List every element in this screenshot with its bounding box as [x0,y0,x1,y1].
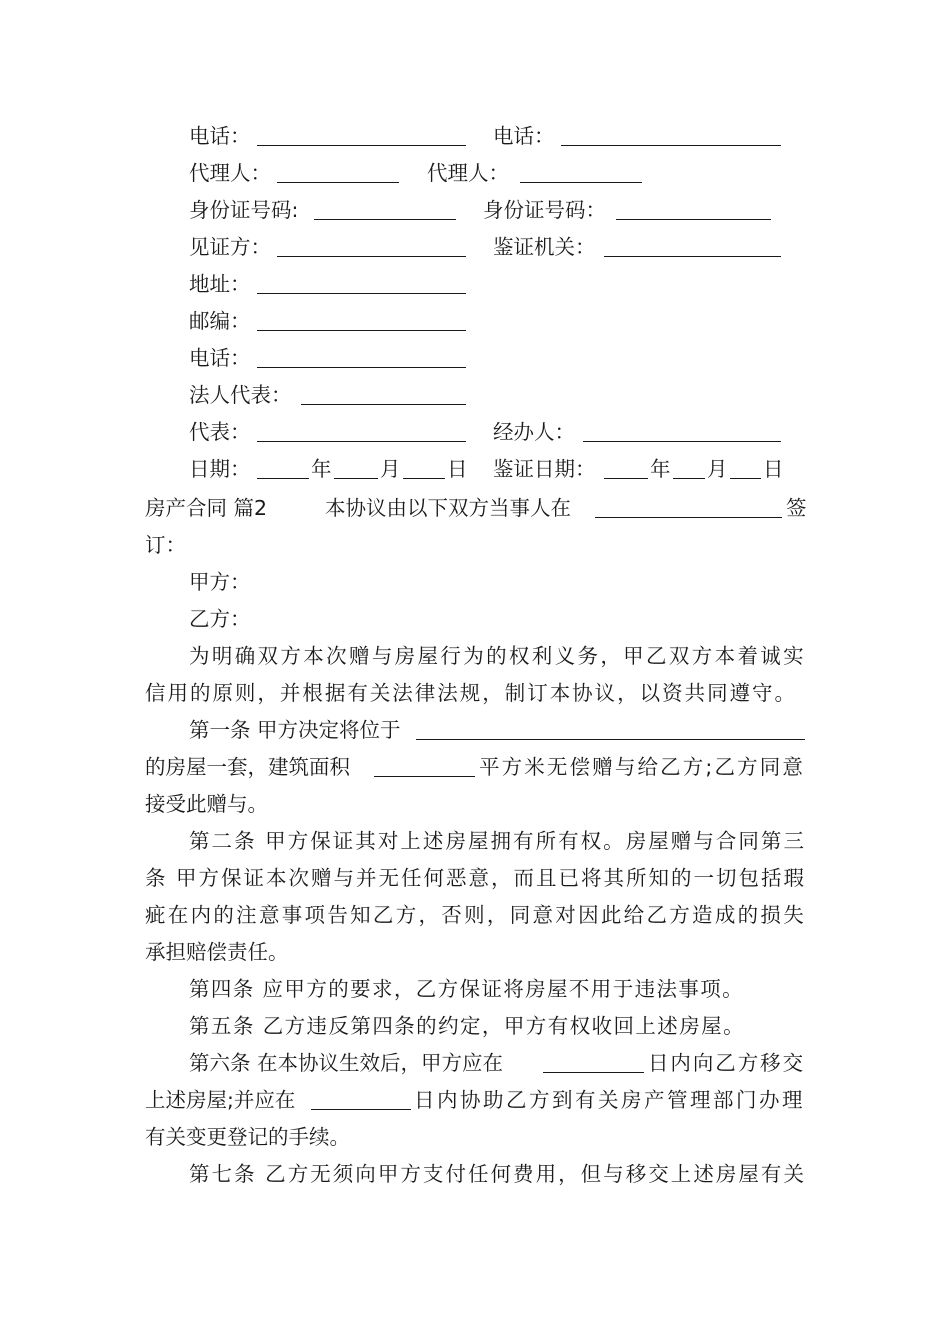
intro-wrap-row [0,531,950,559]
article-2-text: 第二条 甲方保证其对上述房屋拥有所有权。房屋赠与合同第三 [189,829,806,853]
intro-tail: 签 [786,496,807,520]
year-char: 年 [311,457,332,481]
phone-label-c: 电话： [189,346,251,370]
article-2-line [0,864,950,892]
witness-blank[interactable] [277,256,466,257]
article-4-text: 第四条 应甲方的要求，乙方保证将房屋不用于违法事项。 [189,977,744,1001]
sign-place-blank[interactable] [595,517,782,518]
intro-text: 本协议由以下双方当事人在 [325,496,571,520]
representative-label: 代表： [189,420,251,444]
article-1-text: 平方米无偿赠与给乙方;乙方同意 [479,755,805,779]
section2-heading-row [0,494,950,522]
area-blank[interactable] [374,776,475,777]
notary-month-blank[interactable] [673,478,705,479]
month-char: 月 [380,457,401,481]
agent-blank[interactable] [277,182,399,183]
article-7-text: 第七条 乙方无须向甲方支付任何费用，但与移交上述房屋有关 [189,1162,806,1186]
handover-days-blank[interactable] [543,1072,644,1073]
article-6-text: 日内协助乙方到有关房产管理部门办理 [414,1088,805,1112]
date-day-blank[interactable] [403,478,445,479]
purpose-line [0,642,950,670]
location-blank[interactable] [416,739,805,740]
row-agent [0,159,950,187]
article-6-text: 上述房屋;并应在 [145,1088,296,1112]
article-2-line [0,827,950,855]
article-2-line [0,901,950,929]
article-7-line [0,1160,950,1188]
article-1-text: 的房屋一套，建筑面积 [145,755,350,779]
article-4-line [0,975,950,1003]
address-label: 地址： [189,272,251,296]
representative-blank[interactable] [257,441,466,442]
party-a-label: 甲方： [189,570,251,594]
phone-blank-b[interactable] [561,145,781,146]
article-1-line [0,753,950,781]
id-number-label: 身份证号码: [189,198,299,222]
article-6-line [0,1086,950,1114]
id-number-label-b: 身份证号码： [483,198,606,222]
article-6-text: 有关变更登记的手续。 [145,1125,350,1149]
notary-office-blank[interactable] [604,256,781,257]
legal-rep-blank[interactable] [301,404,466,405]
article-6-line [0,1049,950,1077]
postcode-label: 邮编： [189,309,251,333]
phone-blank[interactable] [257,145,466,146]
party-b-label: 乙方： [189,607,251,631]
month-char-b: 月 [707,457,728,481]
intro-wrap: 订： [145,533,186,557]
legal-rep-label: 法人代表： [189,383,292,407]
article-6-text: 第六条 在本协议生效后，甲方应在 [189,1051,504,1075]
id-number-blank[interactable] [314,219,456,220]
year-char-b: 年 [650,457,671,481]
day-char-b: 日 [763,457,784,481]
agent-label-b: 代理人： [427,161,509,185]
article-5-text: 第五条 乙方违反第四条的约定，甲方有权收回上述房屋。 [189,1014,745,1038]
party-a-row [0,568,950,596]
phone-label-b: 电话： [493,124,555,148]
id-number-blank-b[interactable] [616,219,771,220]
registration-days-blank[interactable] [311,1109,411,1110]
notary-day-blank[interactable] [730,478,761,479]
handler-label: 经办人： [493,420,575,444]
article-1-line [0,790,950,818]
phone-label: 电话： [189,124,251,148]
row-postcode [0,307,950,335]
postcode-blank[interactable] [257,330,466,331]
date-label: 日期： [189,457,251,481]
article-5-line [0,1012,950,1040]
phone-blank-c[interactable] [257,367,466,368]
address-blank[interactable] [257,293,466,294]
article-1-text: 第一条 甲方决定将位于 [189,718,401,742]
section-heading: 房产合同 篇2 [145,496,268,520]
witness-label: 见证方： [189,235,271,259]
notary-date-label: 鉴证日期： [493,457,596,481]
agent-blank-b[interactable] [520,182,642,183]
day-char: 日 [447,457,468,481]
purpose-line [0,679,950,707]
handler-blank[interactable] [583,441,781,442]
row-phone [0,122,950,150]
purpose-text: 信用的原则，并根据有关法律法规，制订本协议，以资共同遵守。 [145,681,797,705]
article-6-line [0,1123,950,1151]
article-1-line [0,716,950,744]
notary-year-blank[interactable] [604,478,648,479]
article-2-text: 条 甲方保证本次赠与并无任何恶意，而且已将其所知的一切包括瑕 [145,866,806,890]
row-representative [0,418,950,446]
party-b-row [0,605,950,633]
article-1-text: 接受此赠与。 [145,792,268,816]
agent-label: 代理人： [189,161,271,185]
date-month-blank[interactable] [334,478,378,479]
article-6-text: 日内向乙方移交 [648,1051,805,1075]
notary-office-label: 鉴证机关： [493,235,596,259]
row-address [0,270,950,298]
purpose-text: 为明确双方本次赠与房屋行为的权利义务，甲乙双方本着诚实 [189,644,806,668]
date-year-blank[interactable] [257,478,309,479]
row-phone-2 [0,344,950,372]
article-2-text: 疵在内的注意事项告知乙方，否则，同意对因此给乙方造成的损失 [145,903,806,927]
article-2-text: 承担赔偿责任。 [145,940,289,964]
row-legal-rep [0,381,950,409]
row-dates [0,455,950,483]
row-witness [0,233,950,261]
article-2-line [0,938,950,966]
row-id-number [0,196,950,224]
